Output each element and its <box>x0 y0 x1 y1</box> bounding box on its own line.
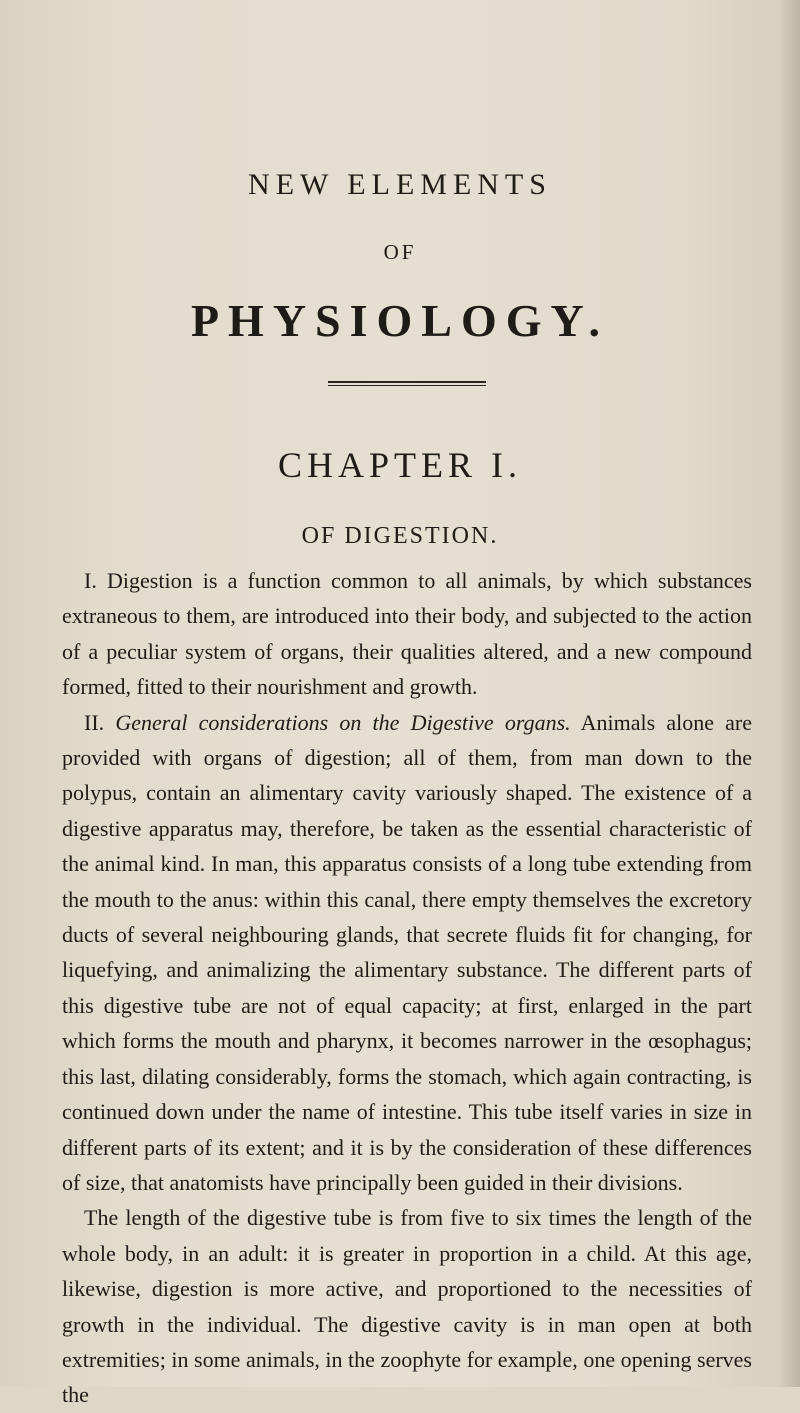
page-edge-shadow <box>778 0 800 1387</box>
paragraph-1-text: Digestion is a function common to all animals, by which substances extraneous to them, are introduced into their body, and subjected to the action of a peculiar system of organs, their qualities altered, and a new compound formed, fitted to their nourishment and growth. <box>62 568 752 700</box>
paragraph-3-text: The length of the digestive tube is from five to six times the length of the whole body, in an adult: it is greater in proportion in a child. At this age, likewise, digestion is more active, and proportioned to the necessities of growth in the individual. The digestive cavity is in man open at both extremities; in some animals, in the zoophyte for example, one opening serves the <box>62 1205 752 1408</box>
paragraph-2 <box>62 705 752 1201</box>
paragraph-2-number: II. <box>84 709 105 735</box>
book-title-line-1: NEW ELEMENTS <box>248 168 552 201</box>
title-divider-rule <box>328 381 486 386</box>
paragraph-2-text: Animals alone are provided with organs of digestion; all of them, from man down to the polypus, contain an alimentary cavity variously shaped. The existence of a digestive apparatus may, therefore, be taken as the essential characteristic of the animal kind. In man, this apparatus consists of a long tube extending from the mouth to the anus: within this canal, there empty themselves the excretory ducts of several neighbouring glands, that secrete fluids fit for changing, for liquefying, and animalizing the alimentary substance. The different parts of this digestive tube are not of equal capacity; at first, enlarged in the part which forms the mouth and pharynx, it becomes narrower in the œsophagus; this last, dilating considerably, forms the stomach, which again contracting, is continued down under the name of intestine. This tube itself varies in size in different parts of its extent; and it is by the consideration of these differences of size, that anatomists have principally been guided in their divisions. <box>62 709 753 1195</box>
paragraph-1-number: I. <box>84 568 97 593</box>
paragraph-3 <box>62 1200 752 1412</box>
chapter-subject: OF DIGESTION. <box>301 523 499 549</box>
chapter-heading: CHAPTER I. <box>277 445 522 485</box>
paragraph-1 <box>62 563 752 705</box>
book-title-of: OF <box>383 240 417 264</box>
paragraph-2-title: General considerations on the Digestive organs. <box>115 709 571 735</box>
book-title-line-2: PHYSIOLOGY. <box>190 295 610 346</box>
body-text <box>62 563 752 1413</box>
